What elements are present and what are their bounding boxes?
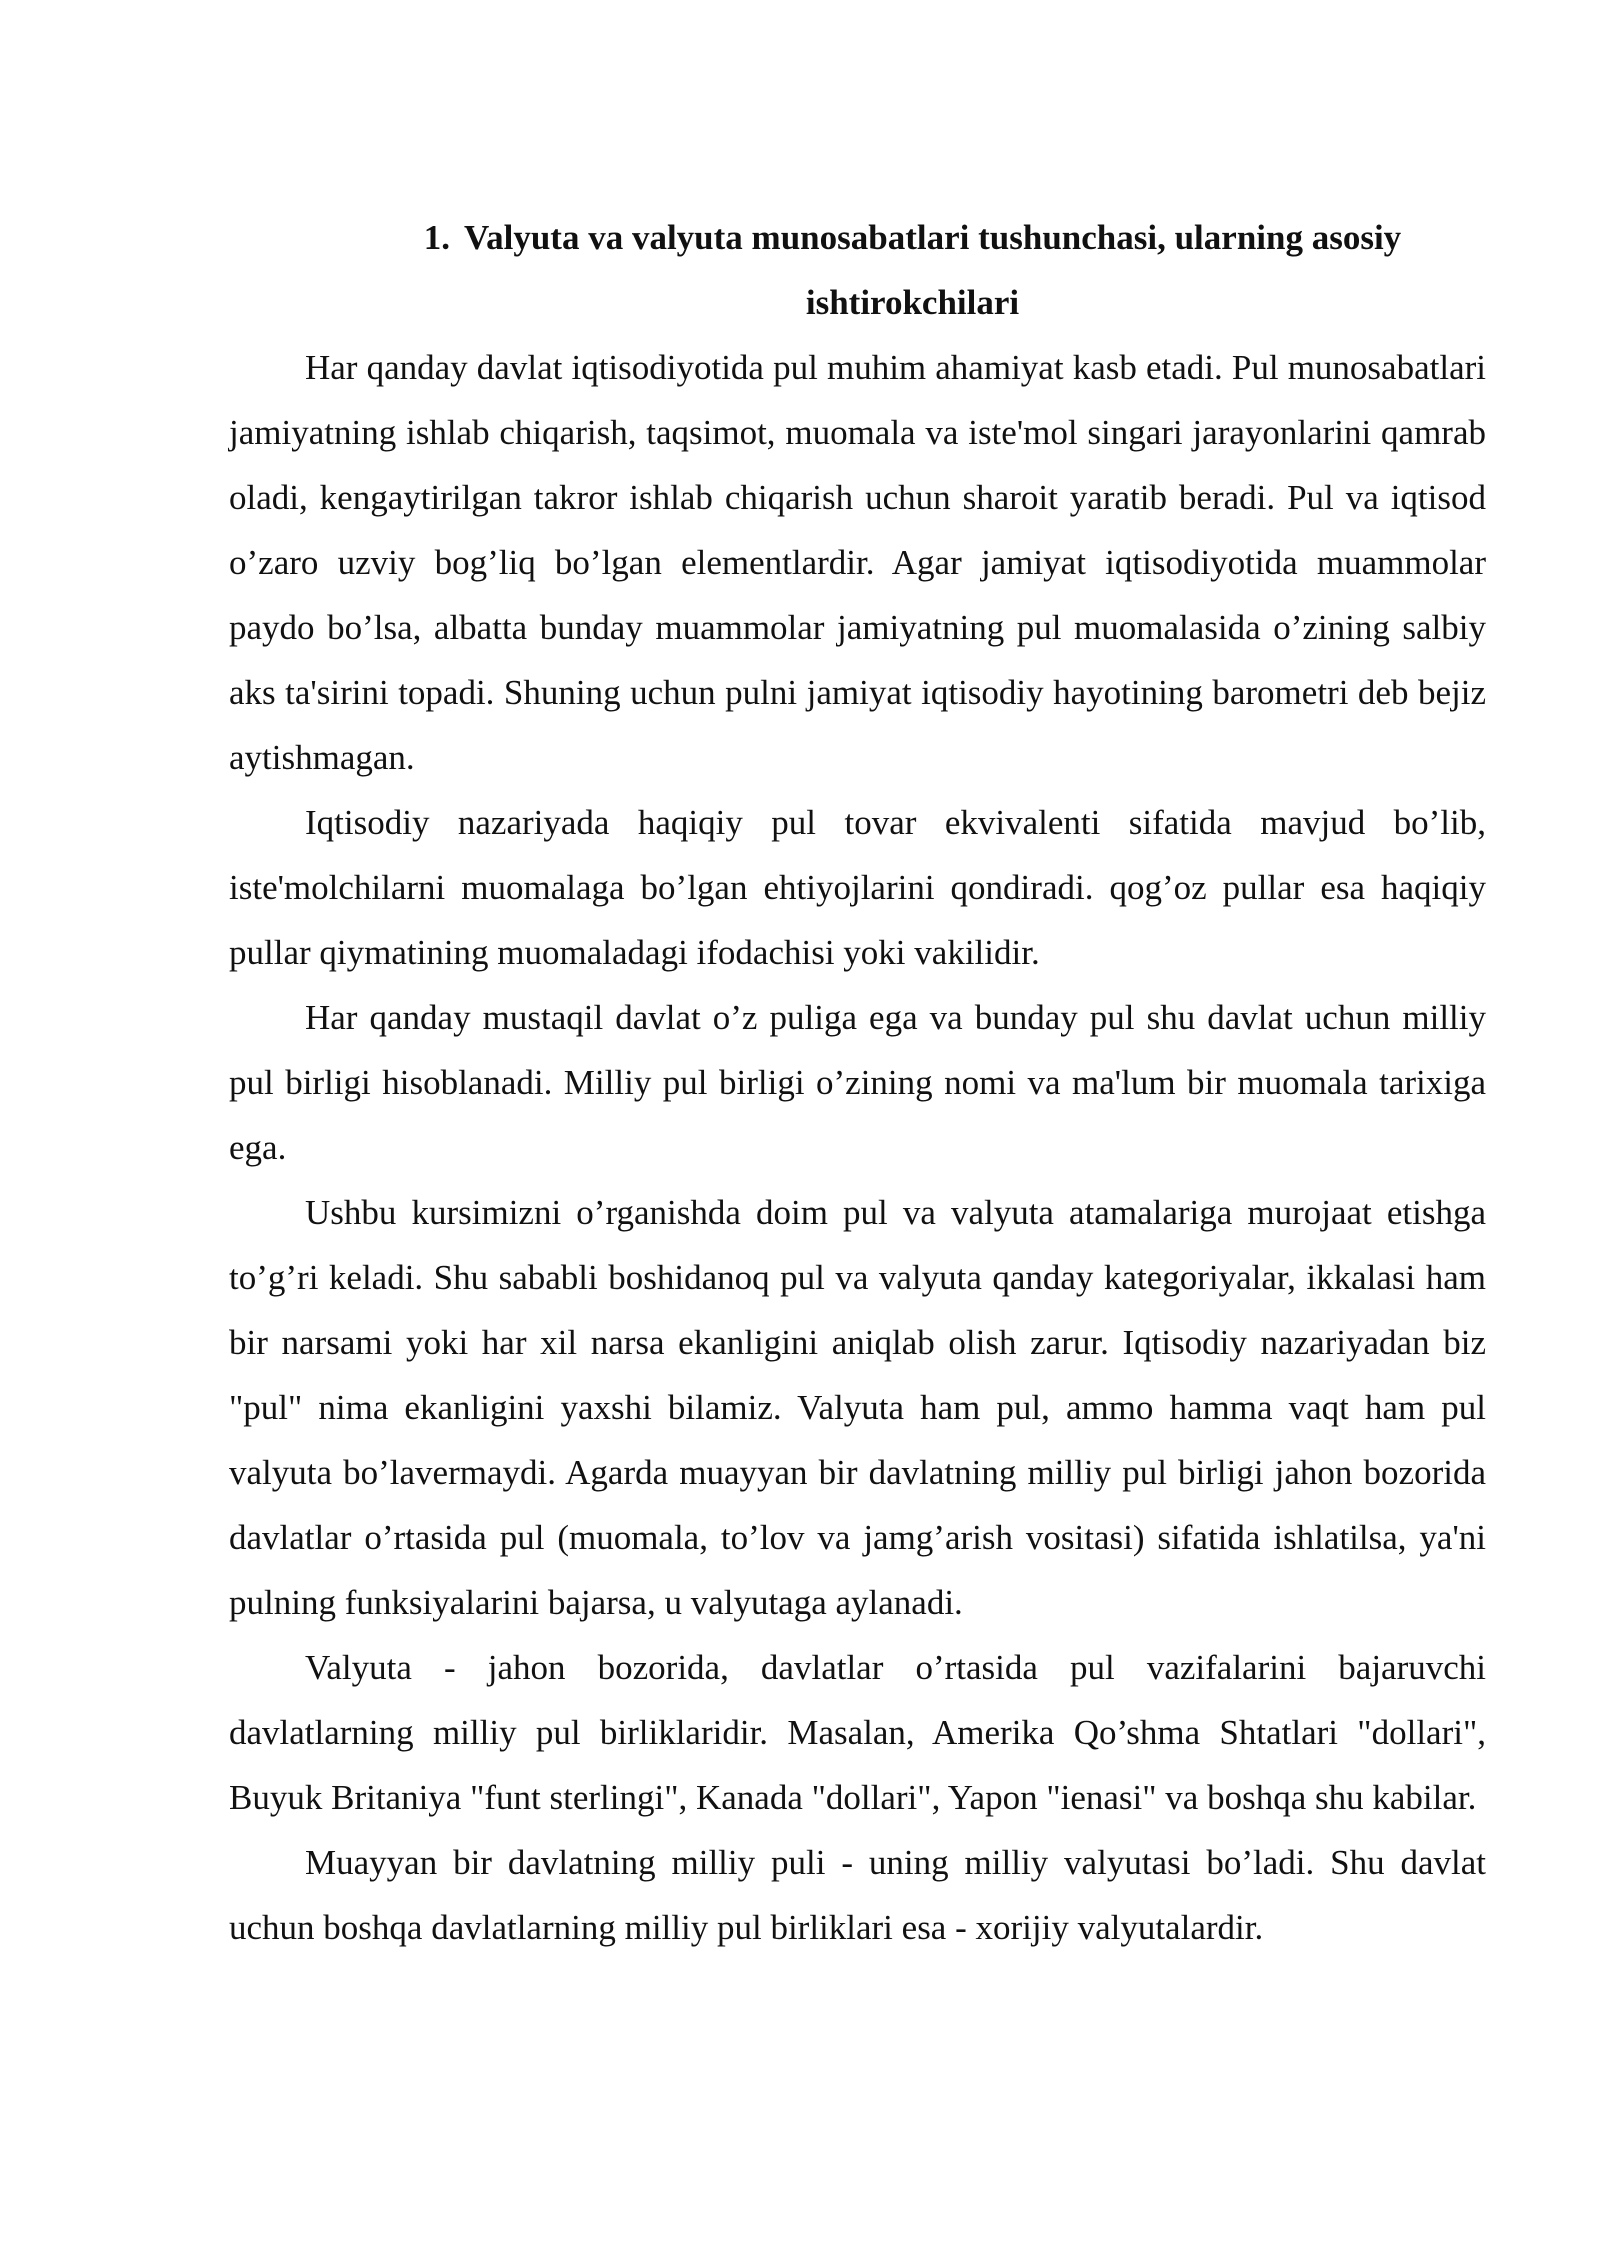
- document-body: [229, 205, 1486, 1960]
- paragraph: Muayyan bir davlatning milliy puli - uning milliy valyutasi bo’ladi. Shu davlat uchun boshqa davlatlarning milliy pul birliklari esa - xorijiy valyutalardir.: [229, 1843, 1486, 1947]
- paragraph: Ushbu kursimizni o’rganishda doim pul va valyuta atamalariga murojaat etishga to’g’ri keladi. Shu sababli boshidanoq pul va valyuta qanday kategoriyalar, ikkalasi ham bir narsami yoki har xil narsa ekanligini aniqlab olish zarur. Iqtisodiy nazariyadan biz "pul" nima ekanligini yaxshi bilamiz. Valyuta ham pul, ammo hamma vaqt ham pul valyuta bo’lavermaydi. Agarda muayyan bir davlatning milliy pul birligi jahon bozorida davlatlar o’rtasida pul (muomala, to’lov va jamg’arish vositasi) sifatida ishlatilsa, ya'ni pulning funksiyalarini bajarsa, u valyutaga aylanadi.: [229, 1193, 1486, 1622]
- paragraph: Har qanday mustaqil davlat o’z puliga ega va bunday pul shu davlat uchun milliy pul birligi hisoblanadi. Milliy pul birligi o’zining nomi va ma'lum bir muomala tarixiga ega.: [229, 998, 1486, 1167]
- paragraph: Har qanday davlat iqtisodiyotida pul muhim ahamiyat kasb etadi. Pul munosabatlari jamiyatning ishlab chiqarish, taqsimot, muomala va iste'mol singari jarayonlarini qamrab oladi, kengaytirilgan takror ishlab chiqarish uchun sharoit yaratib beradi. Pul va iqtisod o’zaro uzviy bog’liq bo’lgan elementlardir. Agar jamiyat iqtisodiyotida muammolar paydo bo’lsa, albatta bunday muammolar jamiyatning pul muomalasida o’zining salbiy aks ta'sirini topadi. Shuning uchun pulni jamiyat iqtisodiy hayotining barometri deb bejiz aytishmagan.: [229, 348, 1486, 777]
- section-title: Valyuta va valyuta munosabatlari tushunchasi, ularning asosiy ishtirokchilari: [464, 218, 1402, 322]
- paragraph: Valyuta - jahon bozorida, davlatlar o’rtasida pul vazifalarini bajaruvchi davlatlarning milliy pul birliklaridir. Masalan, Amerika Qo’shma Shtatlari "dollari", Buyuk Britaniya "funt sterlingi", Kanada "dollari", Yapon "ienasi" va boshqa shu kabilar.: [229, 1648, 1486, 1817]
- paragraph: Iqtisodiy nazariyada haqiqiy pul tovar ekvivalenti sifatida mavjud bo’lib, iste'molchilarni muomalaga bo’lgan ehtiyojlarini qondiradi. qog’oz pullar esa haqiqiy pullar qiymatining muomaladagi ifodachisi yoki vakilidir.: [229, 803, 1486, 972]
- section-heading: [229, 205, 1486, 335]
- section-number: 1.: [423, 218, 451, 257]
